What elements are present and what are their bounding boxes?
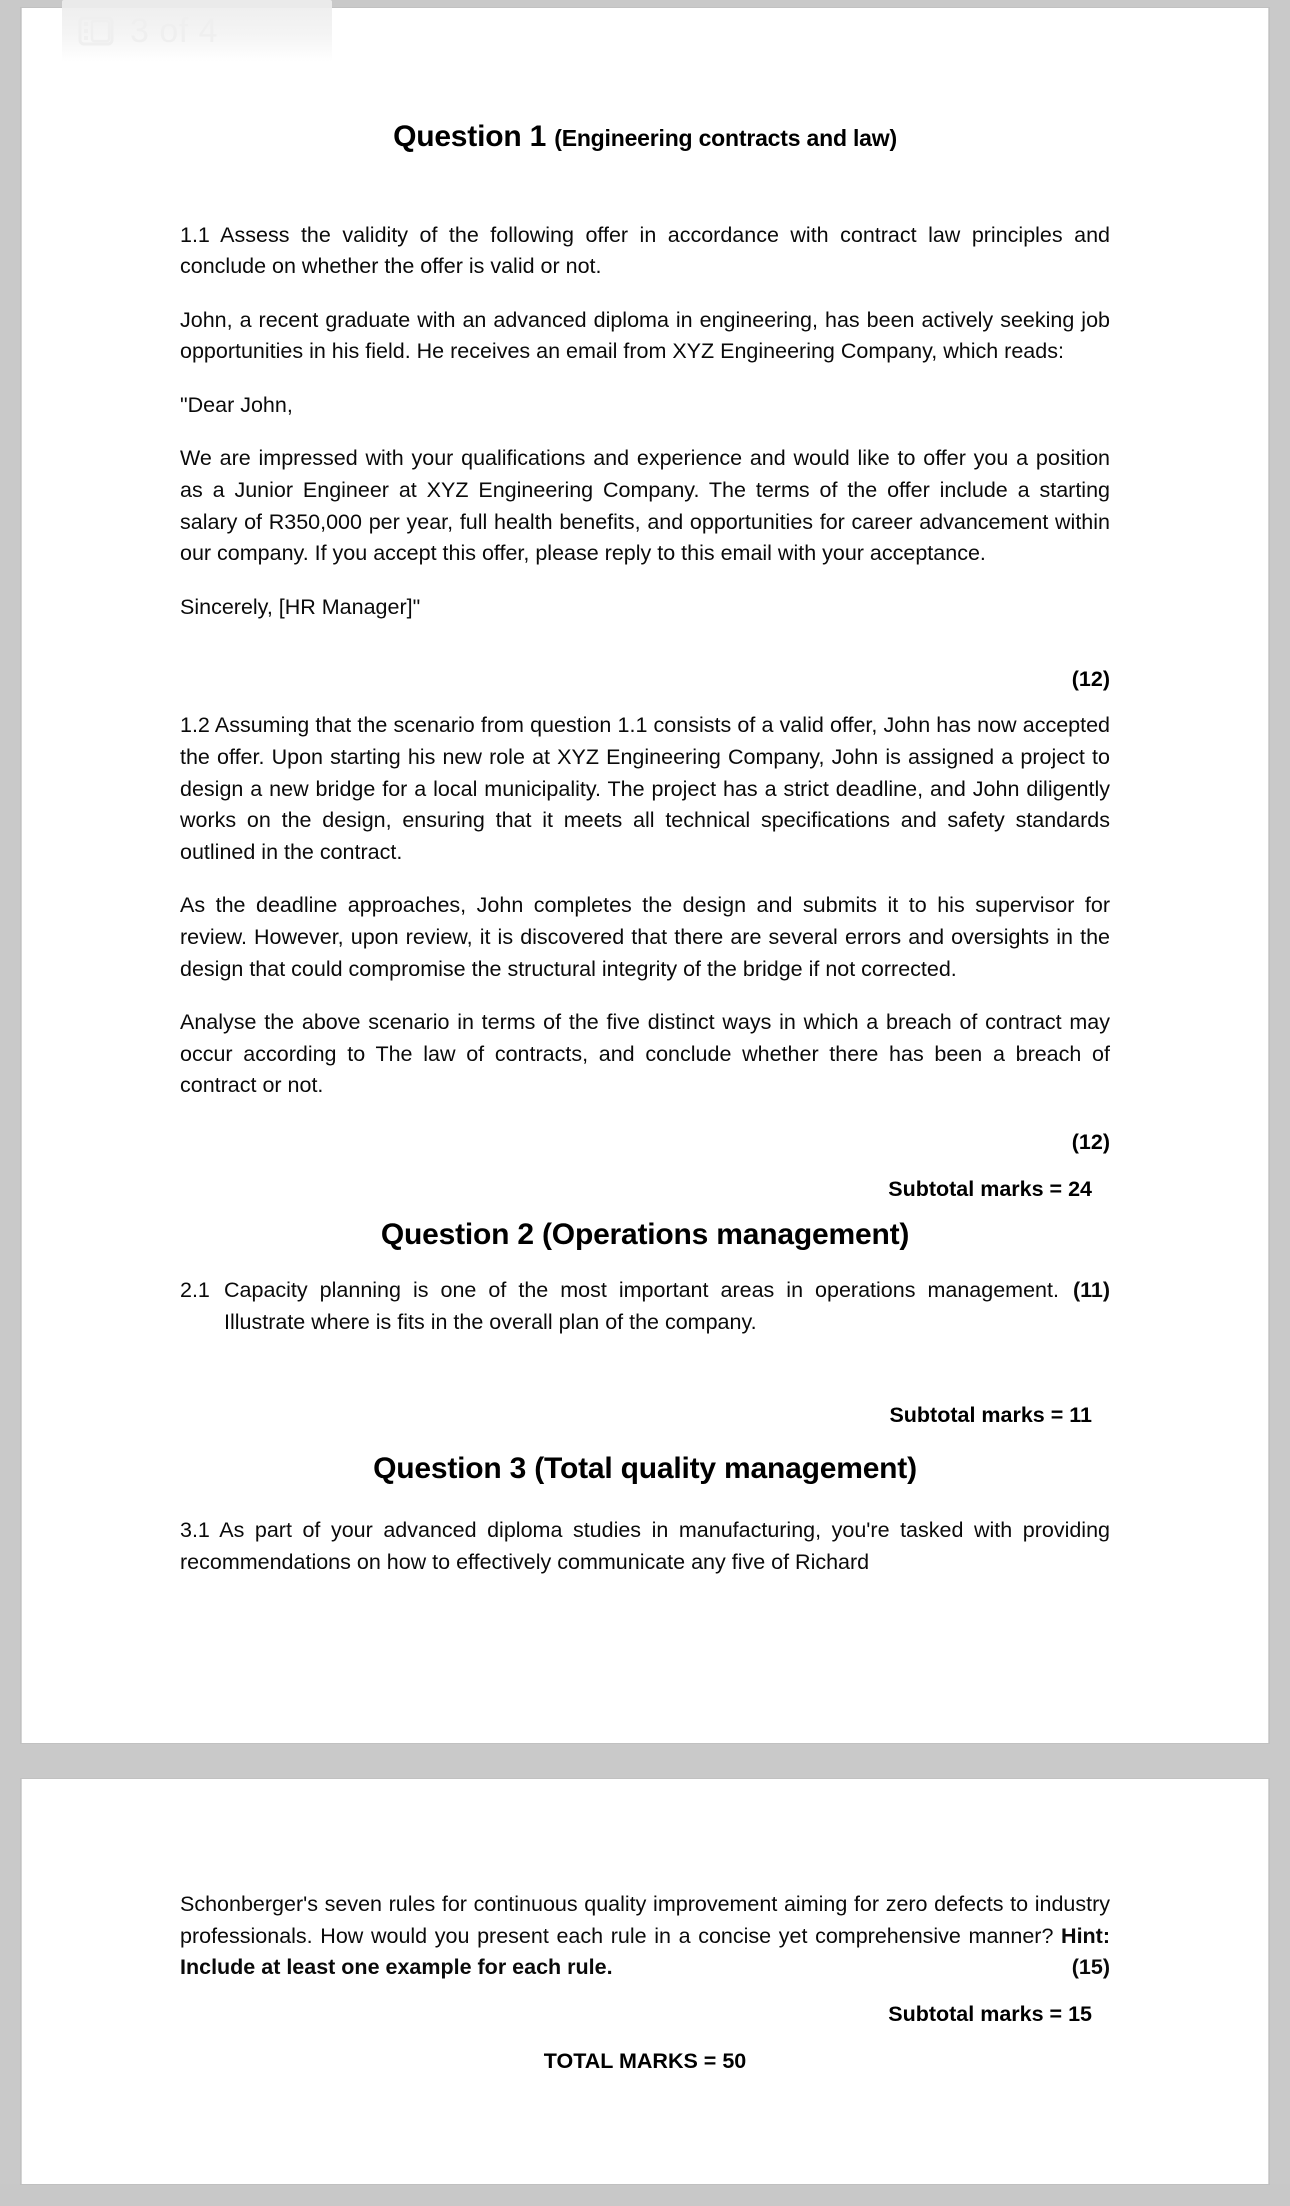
question-3-hint: Hint: Include at least one example for each rule.	[180, 1923, 1110, 1980]
page-1-content	[22, 8, 1268, 1578]
question-2-1-marks: (11)	[1072, 1278, 1110, 1303]
question-2-1-body: Capacity planning is one of the most important areas in operations management. Illustrate where is fits in the overall plan of the company.	[224, 1278, 1059, 1335]
page-layout-icon	[78, 16, 114, 46]
question-3-subtotal: Subtotal marks = 15	[888, 2001, 1092, 2026]
page-2-content	[22, 1779, 1268, 2074]
question-2-heading	[180, 1216, 1110, 1254]
document-page-1	[21, 8, 1269, 1743]
question-1-heading-main: Question 1	[393, 120, 555, 153]
question-3-continued-marks: (15)	[1071, 1955, 1110, 1980]
question-2-subtotal: Subtotal marks = 11	[889, 1402, 1092, 1427]
question-1-2-text: 1.2 Assuming that the scenario from question 1.1 consists of a valid offer, John has now accepted the offer. Upon starting his new role at XYZ Engineering Company, John is assigned a project to design a new bridge for a local municipality. The project has a strict deadline, and John diligently works on the design, ensuring that it meets all technical specifications and safety standards outlined in the contract.	[180, 713, 1110, 864]
page-indicator-label: 3 of 4	[130, 12, 219, 50]
question-1-2-marks: (12)	[1071, 1129, 1110, 1154]
question-3-1-text: 3.1 As part of your advanced diploma studies in manufacturing, you're tasked with providing recommendations on how to effectively communicate any five of Richard	[180, 1518, 1110, 1574]
question-1-heading	[180, 118, 1110, 156]
question-2-heading-main: Question 2	[380, 1217, 543, 1251]
question-1-1-text: 1.1 Assess the validity of the following offer in accordance with contract law principles and conclude on whether the offer is valid or not.	[180, 222, 1110, 279]
question-1-2-deadline-paragraph: As the deadline approaches, John completes the design and submits it to his supervisor for review. However, upon review, it is discovered that there are several errors and oversights in the design that could compromise the structural integrity of the bridge if not corrected.	[180, 893, 1110, 981]
question-2-1-number: 2.1	[180, 1278, 210, 1303]
page-indicator-overlay	[62, 0, 332, 62]
question-1-1-email-offer: We are impressed with your qualifications and experience and would like to offer you a position as a Junior Engineer at XYZ Engineering Company. The terms of the offer include a starting salary of R350,000 per year, full health benefits, and opportunities for career advancement within our company. If you accept this offer, please reply to this email with your acceptance.	[180, 446, 1110, 566]
question-2-1-text	[224, 1275, 1110, 1338]
question-2-1-row	[180, 1275, 1110, 1338]
question-1-1-marks: (12)	[1071, 667, 1110, 692]
question-1-heading-sub: (Engineering contracts and law)	[554, 125, 897, 151]
question-1-1-email-signoff: Sincerely, [HR Manager]"	[180, 594, 421, 619]
total-marks: TOTAL MARKS = 50	[543, 2048, 747, 2073]
question-3-continued-text	[180, 1889, 1110, 1984]
question-3-heading-sub: (Total quality management)	[534, 1451, 917, 1485]
question-1-2-analyse-paragraph: Analyse the above scenario in terms of the five distinct ways in which a breach of contract may occur according to The law of contracts, and conclude whether there has been a breach of contract or not.	[180, 1010, 1110, 1098]
question-2-heading-sub: (Operations management)	[542, 1217, 910, 1251]
question-3-continued-body: Schonberger's seven rules for continuous quality improvement aiming for zero defects to industry professionals. How would you present each rule in a concise yet comprehensive manner?	[180, 1892, 1110, 1948]
question-1-1-email-salutation: "Dear John,	[180, 392, 293, 417]
page-separator	[0, 1765, 1290, 1779]
question-1-subtotal: Subtotal marks = 24	[888, 1176, 1092, 1201]
question-1-1-scenario-john: John, a recent graduate with an advanced diploma in engineering, has been actively seeking job opportunities in his field. He receives an email from XYZ Engineering Company, which reads:	[180, 307, 1110, 364]
document-page-2	[21, 1779, 1269, 2184]
question-3-heading	[180, 1450, 1110, 1488]
question-3-heading-main: Question 3	[373, 1451, 535, 1485]
